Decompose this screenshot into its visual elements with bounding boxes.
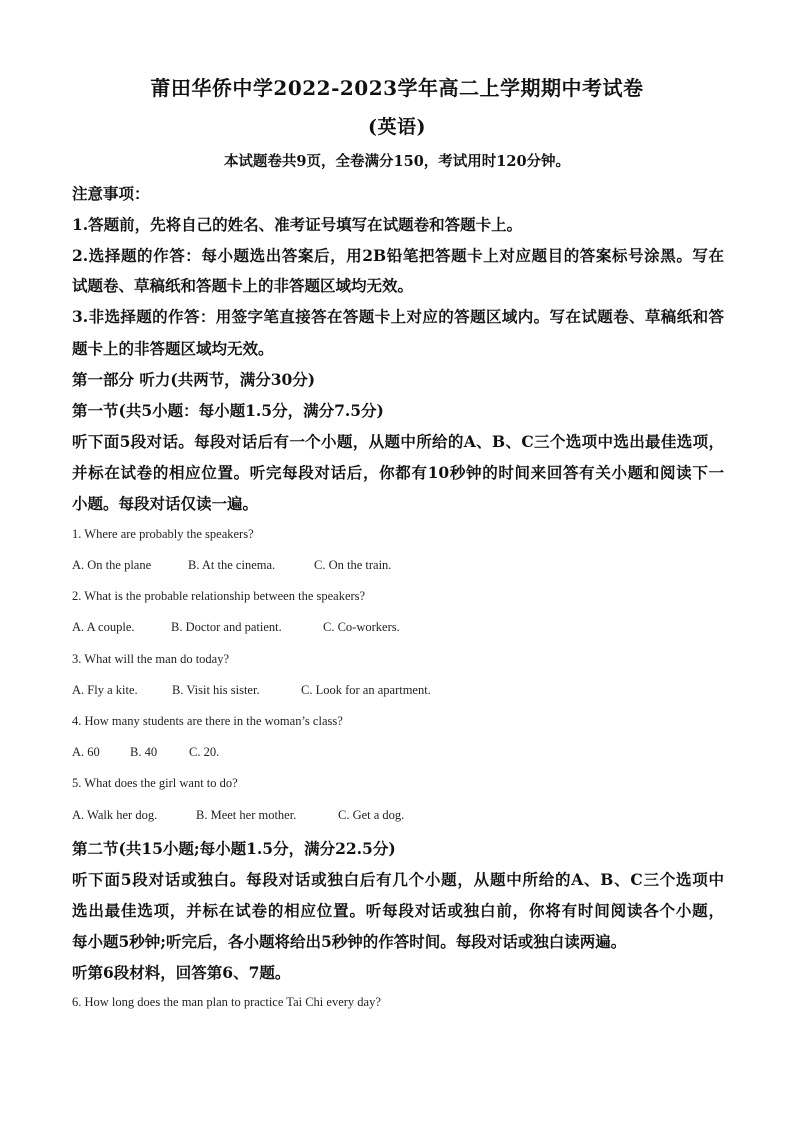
section2-instruction-line-2: 选出最佳选项，并标在试卷的相应位置。听每段对话或独白前，你将有时间阅读各个小题， [72, 901, 724, 920]
question-2: 2. What is the probable relationship between the speakers? [72, 589, 366, 603]
option-c: C. On the train. [314, 558, 392, 572]
option-a: A. A couple. [72, 620, 135, 634]
question-2-options [72, 620, 724, 635]
notice-item-2-line-1: 2.选择题的作答：每小题选出答案后，用2B铅笔把答题卡上对应题目的答案标号涂黑。写在 [72, 246, 724, 265]
notice-item-1: 1.答题前，先将自己的姓名、准考证号填写在试题卷和答题卡上。 [72, 215, 523, 234]
question-5: 5. What does the girl want to do? [72, 776, 238, 790]
notice-item-3-line-2: 题卡上的非答题区域均无效。 [72, 339, 274, 358]
notice-item-3-line-1: 3.非选择题的作答：用签字笔直接答在答题卡上对应的答题区域内。写在试题卷、草稿纸和答 [72, 307, 724, 326]
option-b: B. At the cinema. [188, 558, 276, 572]
option-a: A. Fly a kite. [72, 683, 138, 697]
section2-heading: 第二节(共15小题;每小题1.5分，满分22.5分) [72, 839, 396, 858]
option-a: A. 60 [72, 745, 100, 759]
option-b: B. 40 [130, 745, 158, 759]
section2-instruction-line-3: 每小题5秒钟;听完后，各小题将给出5秒钟的作答时间。每段对话或独白读两遍。 [72, 932, 627, 951]
option-b: B. Meet her mother. [196, 808, 297, 822]
option-c: C. 20. [189, 745, 220, 759]
question-1-options [72, 558, 724, 573]
section2-instruction-line-1: 听下面5段对话或独白。每段对话或独白后有几个小题，从题中所给的A、B、C三个选项中 [72, 870, 724, 889]
notice-heading: 注意事项： [72, 184, 150, 203]
option-c: C. Get a dog. [338, 808, 405, 822]
option-b: B. Visit his sister. [172, 683, 260, 697]
exam-title: 莆田华侨中学2022-2023学年高二上学期期中考试卷 [150, 76, 644, 100]
question-6: 6. How long does the man plan to practice Tai Chi every day? [72, 995, 381, 1009]
section1-instruction-line-3: 小题。每段对话仅读一遍。 [72, 494, 259, 513]
exam-info: 本试题卷共9页，全卷满分150，考试用时120分钟。 [223, 153, 571, 170]
question-5-options [72, 808, 724, 823]
exam-subtitle: (英语) [368, 116, 426, 138]
question-3-options [72, 683, 724, 698]
part1-heading: 第一部分 听力(共两节，满分30分) [72, 370, 316, 389]
question-4: 4. How many students are there in the woman’s class? [72, 714, 343, 728]
material-6-heading: 听第6段材料，回答第6、7题。 [72, 963, 291, 982]
option-c: C. Look for an apartment. [301, 683, 431, 697]
question-4-options [72, 745, 724, 760]
question-1: 1. Where are probably the speakers? [72, 527, 254, 541]
section1-instruction-line-2: 并标在试卷的相应位置。听完每段对话后，你都有10秒钟的时间来回答有关小题和阅读下一 [72, 463, 724, 482]
notice-item-2-line-2: 试题卷、草稿纸和答题卡上的非答题区域均无效。 [72, 276, 414, 295]
section1-heading: 第一节(共5小题：每小题1.5分，满分7.5分) [72, 401, 384, 420]
section1-instruction-line-1: 听下面5段对话。每段对话后有一个小题，从题中所给的A、B、C三个选项中选出最佳选项， [72, 432, 724, 451]
option-c: C. Co-workers. [323, 620, 400, 634]
option-b: B. Doctor and patient. [171, 620, 282, 634]
option-a: A. Walk her dog. [72, 808, 158, 822]
option-a: A. On the plane [72, 558, 152, 572]
question-3: 3. What will the man do today? [72, 652, 230, 666]
